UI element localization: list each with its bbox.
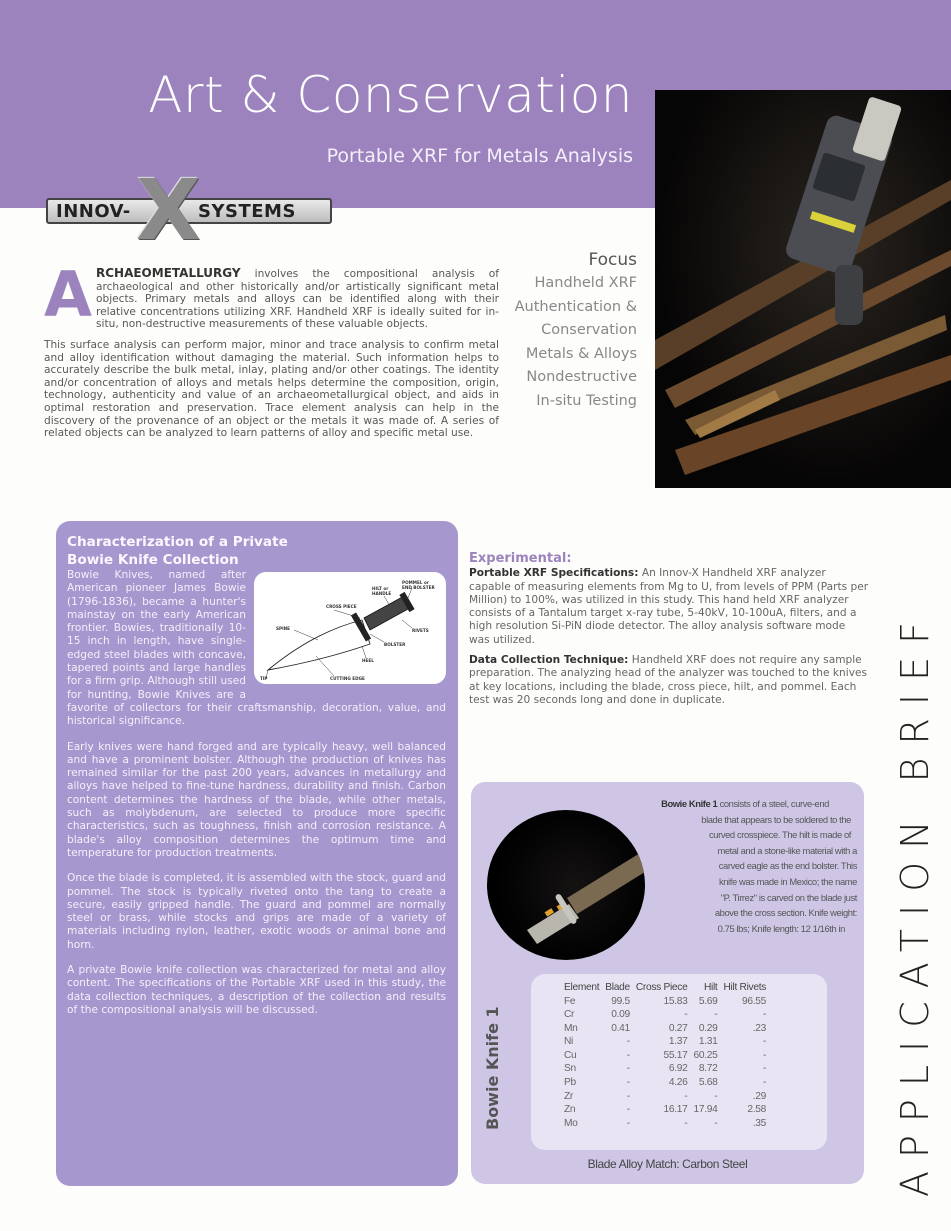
desc-line: above the cross section. Knife weight: (714, 907, 857, 919)
column-header: Element (564, 982, 600, 993)
photo-illustration (655, 90, 951, 488)
element-cell: Cu (564, 1049, 577, 1061)
xrf-specifications (469, 567, 869, 647)
composition-table (561, 981, 769, 1130)
value-cell: 55.17 (663, 1049, 688, 1061)
label-hilt: HILT or (372, 586, 389, 591)
value-cell: - (626, 1063, 630, 1075)
focus-item: In-situ Testing (536, 392, 637, 409)
desc-line: knife was made in Mexico; the name (718, 875, 857, 887)
page-subtitle: Portable XRF for Metals Analysis (326, 145, 633, 167)
element-cell: Zn (564, 1104, 576, 1116)
table-row (561, 1008, 769, 1022)
table-row (561, 1090, 769, 1104)
value-cell: - (626, 1077, 630, 1089)
composition-table-panel (531, 974, 827, 1150)
label-pommel: POMMEL or (402, 580, 429, 585)
focus-item: Authentication & (514, 298, 637, 315)
value-cell: - (762, 1049, 767, 1061)
logo-x-mark: X (136, 161, 201, 259)
label-heel: HEEL (362, 658, 374, 663)
table-row (561, 1022, 769, 1036)
data-collection-technique (469, 654, 869, 707)
intro-paragraph-1 (44, 258, 499, 331)
experimental-heading: Experimental: (469, 551, 572, 566)
value-cell: - (626, 1036, 630, 1048)
dct-text: Handheld XRF does not require any sample preparation. The analyzing head of the analyzer was touched to the knives at key locations, including the blade, cross piece, hilt, and pommel. Each test was 20 seconds long and done in duplicate. (469, 654, 867, 706)
application-brief-label: APPLICATION BRIEF (893, 609, 937, 1197)
value-cell: 96.55 (742, 995, 767, 1007)
value-cell: .29 (752, 1090, 767, 1102)
label-spine: SPINE (276, 626, 291, 631)
value-cell: - (626, 1049, 630, 1061)
desc-line: metal and a stone-like material with a (717, 844, 857, 856)
value-cell: - (714, 1117, 718, 1129)
table-row (561, 1049, 769, 1063)
value-cell: - (762, 1077, 767, 1089)
table-row (561, 1103, 769, 1117)
bowie-knife-1-description (619, 796, 859, 936)
intro-paragraph-1-text: involves the compositional analysis of archaeological and other historically and/or artistically significant metal objects. Primary metals and alloys can be identified along with their relative concentrations utilizing XRF. Handheld XRF is ideally suited for in-situ, non-destructive measurements of these valuable objects. (95, 268, 499, 331)
table-row (561, 1117, 769, 1131)
label-end-bolster: END BOLSTER (402, 585, 435, 590)
focus-item: Conservation (541, 322, 637, 338)
value-cell: - (626, 1104, 630, 1116)
characterization-heading-2: Bowie Knife Collection (67, 552, 239, 568)
value-cell: 5.69 (698, 995, 718, 1007)
label-rivets: RIVETS (412, 628, 429, 633)
dct-label: Data Collection Technique: (469, 654, 629, 667)
desc-bold: Bowie Knife 1 (661, 798, 718, 809)
desc-line: carved eagle as the end bolster. This (718, 860, 857, 872)
focus-item: Handheld XRF (534, 275, 637, 291)
logo-text-left: INNOV- (56, 201, 131, 222)
value-cell: 0.41 (611, 1022, 630, 1034)
value-cell: - (762, 1063, 767, 1075)
value-cell: - (684, 1117, 688, 1129)
value-cell: - (714, 1090, 718, 1102)
element-cell: Pb (564, 1077, 576, 1089)
table-body (561, 995, 769, 1131)
value-cell: .35 (752, 1117, 767, 1129)
focus-list (515, 250, 637, 413)
table-row (561, 1076, 769, 1090)
column-header: Blade (605, 982, 630, 993)
label-bolster: BOLSTER (384, 642, 406, 647)
value-cell: 6.92 (668, 1063, 688, 1075)
lead-word: RCHAEOMETALLURGY (95, 266, 241, 280)
label-tip: TIP (260, 676, 268, 681)
value-cell: 2.58 (747, 1104, 767, 1116)
characterization-paragraph-3: Once the blade is completed, it is assembled with the stock, guard and pommel. The stock is typically riveted onto the tang to create a secure, easily gripped handle. The guard and pommel are normally steel or brass, while stocks and grips are made of a variety of materials including nylon, leather, exotic woods or animal bone and horn. (67, 872, 446, 951)
element-cell: Ni (564, 1036, 574, 1048)
value-cell: .23 (752, 1022, 767, 1034)
value-cell: 60.25 (693, 1049, 718, 1061)
table-row (561, 1062, 769, 1076)
spec-text: An Innov-X Handheld XRF analyzer capable of measuring elements from Mg to U, from levels of PPM (Parts per Million) to 100%, was utilized in this study. This hand held XRF analyzer consists of a Tantalum target x-ray tube, 5-40kV, 10-100uA, filters, and a high resolution Si-PiN diode detector. The alloy analysis software mode was utilized. (469, 567, 869, 646)
intro-text (44, 258, 499, 440)
bowie-knife-1-panel (471, 782, 864, 1184)
label-handle: HANDLE (372, 591, 392, 596)
value-cell: - (714, 1009, 718, 1021)
blade-alloy-match: Blade Alloy Match: Carbon Steel (587, 1157, 748, 1171)
drop-cap: A (44, 258, 92, 331)
desc-line: blade that appears to be soldered to the (701, 813, 851, 825)
characterization-paragraph-1: Bowie Knives, named after American pioneer James Bowie (1796-1836), became a hunter's mainstay on the early American frontier. Bowies, traditionally 10-15 inch in length, have single-edged steel blades with concave, tapered points and large handles for a firm grip. Although still used for hunting, Bowie Knives are a favorite of collectors for their craftsmanship, decoration, value, and historical significance. (67, 569, 446, 728)
value-cell: - (762, 1009, 767, 1021)
value-cell: - (684, 1009, 688, 1021)
value-cell: - (626, 1117, 630, 1129)
table-row (561, 1035, 769, 1049)
innov-x-logo (40, 161, 340, 259)
desc-line: consists of a steel, curve-end (717, 798, 829, 809)
table-header-row (561, 981, 769, 995)
desc-line: 0.75 lbs; Knife length: 12 1/16th in (717, 922, 845, 934)
desc-line: curved crosspiece. The hilt is made of (709, 829, 851, 841)
focus-item: Nondestructive (526, 369, 637, 385)
element-cell: Zr (564, 1090, 574, 1102)
element-cell: Cr (564, 1009, 575, 1021)
focus-heading: Focus (588, 250, 637, 270)
characterization-paragraph-4: A private Bowie knife collection was characterized for metal and alloy content. The specifications of the Portable XRF used in this study, the data collection techniques, a description of the collection and results of the compositional analysis will be discussed. (67, 964, 446, 1016)
desc-line: "P. Tirrez" is carved on the blade just (720, 891, 857, 903)
characterization-paragraph-2: Early knives were hand forged and are typically heavy, well balanced and have a prominent bolster. Although the production of knives has remained similar for the past 200 years, advances in metallurgy and alloys have helped to fine-tune hardness, durability and finish. Carbon content determines the hardness of the blade, while other metals, such as molybdenum, are selected to produce more specific characteristics, such as toughness, finish and corrosion resistance. A blade's alloy composition determines the optimum time and temperature for production treatments. (67, 740, 446, 859)
value-cell: 0.27 (668, 1022, 688, 1034)
value-cell: - (684, 1090, 688, 1102)
spec-label: Portable XRF Specifications: (469, 567, 639, 580)
value-cell: 0.09 (611, 1009, 630, 1021)
label-cutting-edge: CUTTING EDGE (330, 676, 365, 681)
knife-anatomy-diagram (254, 572, 446, 684)
table-row (561, 995, 769, 1009)
experimental-section (469, 552, 869, 707)
value-cell: 4.26 (668, 1077, 688, 1089)
value-cell: 0.29 (698, 1022, 718, 1034)
value-cell: 99.5 (611, 995, 630, 1007)
value-cell: - (626, 1090, 630, 1102)
column-header: Hilt (703, 982, 718, 993)
value-cell: 8.72 (698, 1063, 718, 1075)
element-cell: Mo (564, 1117, 578, 1129)
element-cell: Mn (564, 1022, 578, 1034)
logo-text-right: SYSTEMS (198, 201, 296, 222)
value-cell: 16.17 (663, 1104, 688, 1116)
element-cell: Sn (564, 1063, 576, 1075)
element-cell: Fe (564, 995, 576, 1007)
value-cell: 15.83 (663, 995, 688, 1007)
value-cell: 1.31 (698, 1036, 718, 1048)
value-cell: - (762, 1036, 767, 1048)
characterization-heading-1: Characterization of a Private (67, 534, 288, 550)
value-cell: 1.37 (668, 1036, 688, 1048)
page-title: Art & Conservation (148, 66, 633, 124)
intro-paragraph-2: This surface analysis can perform major, minor and trace analysis to confirm metal and alloy identification without damaging the material. Such information helps to accurately describe the bulk metal, inlay, plating and/or other coatings. The identity and/or concentration of alloys and metals helps determine the composition, origin, technology, authenticity and value of an archaeometallurgical object, and aids in optimal restoration and preservation. Trace element analysis can help in the discovery of the provenance of an object or the metals it was made of. A series of related objects can be analyzed to learn patterns of alloy and specific metal use. (44, 338, 499, 440)
value-cell: 17.94 (693, 1104, 718, 1116)
column-header: Hilt Rivets (723, 982, 767, 993)
bowie-knife-1-label: Bowie Knife 1 (483, 1006, 502, 1130)
value-cell: 5.68 (698, 1077, 718, 1089)
focus-item: Metals & Alloys (525, 345, 637, 362)
characterization-panel (56, 521, 458, 1186)
xrf-analyzer-knives-photo (655, 90, 951, 488)
column-header: Cross Piece (635, 982, 688, 993)
label-cross-piece: CROSS PIECE (326, 604, 357, 609)
